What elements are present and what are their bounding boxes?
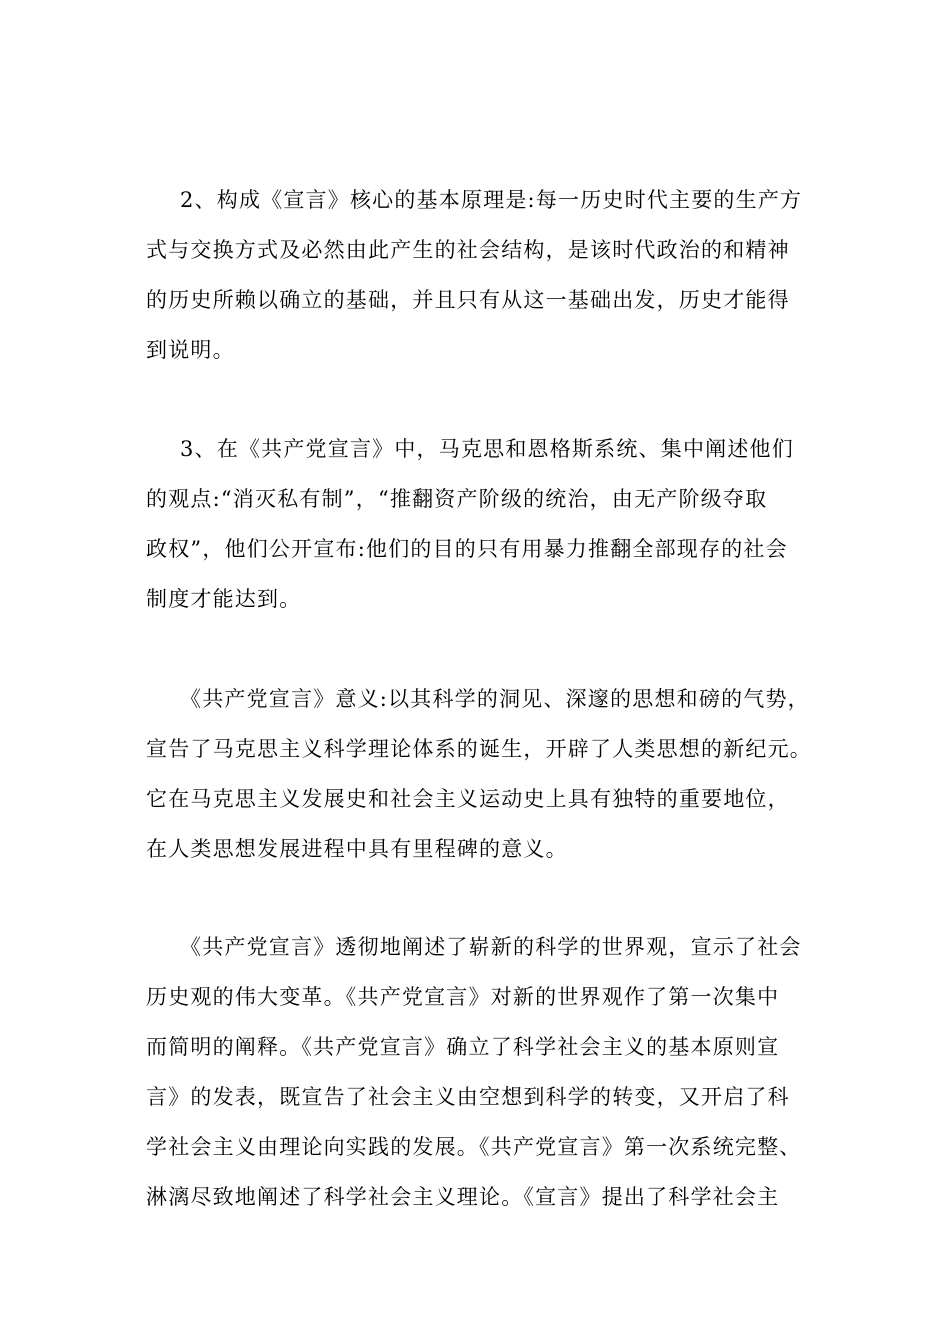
- text-line: 的历史所赖以确立的基础，并且只有从这一基础出发，历史才能得: [146, 288, 790, 312]
- text-line: 而简明的阐释。《共产党宣言》确立了科学社会主义的基本原则宣: [146, 1035, 780, 1059]
- text-line: 2、构成《宣言》核心的基本原理是:每一历史时代主要的生产方: [180, 188, 803, 212]
- text-line: 政权”，他们公开宣布:他们的目的只有用暴力推翻全部现存的社会: [146, 537, 788, 561]
- text-line: 的观点:“消灭私有制”，“推翻资产阶级的统治，由无产阶级夺取: [146, 487, 768, 511]
- text-line: 淋漓尽致地阐述了科学社会主义理论。《宣言》提出了科学社会主: [146, 1185, 780, 1209]
- text-line: 制度才能达到。: [146, 587, 302, 611]
- text-line: 《共产党宣言》透彻地阐述了崭新的科学的世界观，宣示了社会: [180, 935, 802, 959]
- text-line: 历史观的伟大变革。《共产党宣言》对新的世界观作了第一次集中: [146, 985, 780, 1009]
- text-line: 宣告了马克思主义科学理论体系的诞生，开辟了人类思想的新纪元。: [146, 737, 812, 761]
- text-line: 在人类思想发展进程中具有里程碑的意义。: [146, 837, 568, 861]
- text-line: 学社会主义由理论向实践的发展。《共产党宣言》第一次系统完整、: [146, 1135, 802, 1159]
- text-line: 到说明。: [146, 338, 235, 362]
- text-line: 式与交换方式及必然由此产生的社会结构，是该时代政治的和精神: [146, 238, 790, 262]
- text-line: 3、在《共产党宣言》中，马克思和恩格斯系统、集中阐述他们: [180, 437, 794, 461]
- text-line: 它在马克思主义发展史和社会主义运动史上具有独特的重要地位，: [146, 787, 790, 811]
- text-line: 《共产党宣言》意义:以其科学的洞见、深邃的思想和磅的气势，: [180, 687, 810, 711]
- text-line: 言》的发表，既宣告了社会主义由空想到科学的转变，又开启了科: [146, 1085, 790, 1109]
